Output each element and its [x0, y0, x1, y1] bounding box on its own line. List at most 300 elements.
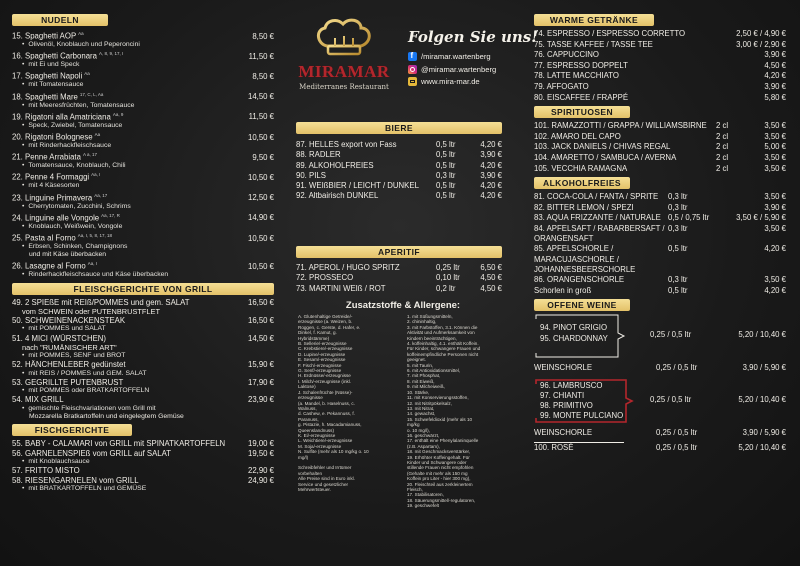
menu-item-title: 20. Rigatoni Bolognese: [12, 132, 93, 142]
drink-volume: 0,10 ltr: [436, 273, 460, 283]
drink-price: 5,00 €: [764, 142, 786, 152]
drink-name: 74. ESPRESSO / ESPRESSO CORRETTO: [534, 29, 686, 38]
drink-volume: 0,3 ltr: [668, 192, 688, 202]
section-header-spirit: SPIRITUOSEN: [534, 106, 630, 118]
section-header-biere: BIERE: [296, 122, 502, 134]
drink-row: [534, 164, 786, 175]
drink-name: 103. JACK DANIELS / CHIVAS REGAL: [534, 142, 671, 152]
warm-list: [534, 29, 786, 103]
menu-item: [12, 476, 274, 494]
weinschorle-row-2: WEINSCHORLE 0,25 / 0,5 ltr 3,90 / 5,90 €: [534, 427, 786, 437]
drink-volume: 0,3 ltr: [668, 223, 688, 233]
menu-item-row: [12, 259, 274, 271]
aperitif-list: [296, 263, 502, 294]
allergen-codes: Aa, 17: [94, 192, 108, 198]
menu-item: [12, 49, 274, 69]
menu-item-title: 19. Rigatoni alla Amatriciana: [12, 112, 111, 122]
menu-item-title: 22. Penne 4 Formaggi: [12, 173, 90, 183]
menu-item-row: [12, 170, 274, 182]
white-wine-volume: 0,25 / 0,5 ltr: [650, 330, 692, 340]
facebook-link[interactable]: [408, 52, 518, 61]
drink-price: 3,50 €: [764, 192, 786, 202]
menu-item-price: 10,50 €: [247, 233, 274, 243]
menu-item-description: • mit REIS / POMMES und GEM. SALAT: [12, 370, 274, 378]
menu-item-title: 23. Linguine Primavera: [12, 193, 93, 203]
allergen-codes: Aa: [78, 31, 84, 36]
menu-item-price: 10,50 €: [247, 173, 274, 183]
allergen-codes: 17, C, L, Aa: [79, 91, 104, 97]
drink-row: [296, 171, 502, 181]
menu-item-name: [12, 170, 100, 182]
menu-item-row: [12, 191, 274, 203]
menu-item-description: • Speck, Zwiebel, Tomatensauce: [12, 122, 274, 130]
menu-item: [12, 130, 274, 150]
menu-item-price: 23,90 €: [247, 395, 274, 405]
facebook-handle: /miramar.wartenberg: [421, 52, 491, 61]
menu-item-description: • mit Tomatensauce: [12, 81, 274, 89]
instagram-link[interactable]: [408, 65, 518, 74]
menu-item-title: 49. 2 SPIEßE mit REIß/POMMES und gem. SALAT: [12, 297, 190, 307]
menu-item-name: [12, 29, 84, 41]
drink-price: 4,20 €: [480, 140, 502, 149]
menu-item-subtitle: vom SCHWEIN oder PUTENBRUSTFLET: [22, 307, 160, 317]
menu-item-title: 51. 4 MICI (WÜRSTCHEN): [12, 333, 107, 343]
drink-price: 4,20 €: [480, 160, 502, 170]
menu-item-description: • mit Knoblauchsauce: [12, 458, 274, 466]
menu-item-row: [12, 395, 274, 404]
drink-row: [534, 213, 786, 224]
drink-volume: 0,5 ltr: [668, 285, 688, 295]
menu-item-title: 17. Spaghetti Napoli: [12, 72, 83, 81]
drink-name: 81. COCA-COLA / FANTA / SPRITE: [534, 192, 659, 202]
spirit-list: [534, 121, 786, 174]
section-header-aperitif: APERITIF: [296, 246, 502, 258]
drink-row: [296, 191, 502, 201]
menu-item-price: 22,90 €: [247, 466, 274, 476]
menu-item-title: 53. GEGRILLTE PUTENBRUST: [12, 377, 124, 387]
drink-row: [534, 153, 786, 164]
drink-volume: 0,5 ltr: [436, 150, 456, 160]
drink-volume: 2 cl: [716, 152, 729, 162]
menu-item-name: [12, 378, 123, 387]
drink-name: 90. PILS: [296, 170, 326, 180]
menu-item: [12, 298, 274, 316]
menu-item-row: [12, 466, 274, 475]
menu-item-title: 52. HÄNCHENLEBER gedünstet: [12, 360, 126, 370]
drink-name: 76. CAPPUCCINO: [534, 50, 599, 60]
menu-item-name: [12, 211, 120, 223]
menu-item: [12, 211, 274, 231]
menu-item-row: [12, 130, 274, 142]
drink-name: 84. APFELSAFT / RABARBERSAFT / ORANGENSAFT: [534, 223, 665, 244]
allergen-codes: Aa, 17, R: [101, 212, 120, 218]
website-icon: [408, 77, 417, 86]
drink-price: 4,50 €: [480, 283, 502, 293]
allergen-codes: Aa, I: [87, 261, 97, 267]
nudeln-list: [12, 29, 274, 280]
menu-item-description: • mit Meeresfrüchten, Tomatensauce: [12, 102, 274, 110]
menu-item-title: 15. Spaghetti AOP: [12, 31, 77, 41]
menu-item-title: 24. Linguine alle Vongole: [12, 213, 100, 223]
drink-price: 3,90 €: [764, 81, 786, 91]
section-header-grill: FLEISCHGERICHTE VON GRILL: [12, 283, 274, 295]
drink-price: 3,90 €: [480, 170, 502, 180]
drink-name: 72. PROSSECO: [296, 273, 354, 283]
allergen-codes: Aa: [94, 132, 101, 138]
restaurant-logo: [290, 8, 398, 112]
drink-row: [296, 284, 502, 294]
drink-row: [534, 121, 786, 132]
menu-item-price: 19,50 €: [247, 448, 274, 458]
drink-volume: 0,5 ltr: [436, 181, 456, 191]
menu-item-title: 26. Lasagne al Forno: [12, 262, 86, 272]
menu-item-price: 10,50 €: [247, 262, 274, 272]
drink-price: 3,50 €: [764, 121, 786, 131]
menu-item-title: 54. MIX GRILL: [12, 395, 64, 405]
menu-item-description: • Erbsen, Schinken, Champignons: [12, 243, 274, 251]
menu-item-description: • Tomatensauce, Knoblauch, Chili: [12, 162, 274, 170]
menu-item: [12, 191, 274, 211]
menu-item-row: [12, 150, 274, 162]
menu-item-price: 14,50 €: [247, 333, 274, 343]
menu-item-row: [12, 231, 274, 243]
instagram-icon: [408, 65, 417, 74]
drink-volume: 0,25 ltr: [436, 263, 460, 272]
drink-row: [534, 224, 786, 244]
drink-name: 92. Altbairisch DUNKEL: [296, 191, 379, 201]
drink-volume: 0,2 ltr: [436, 283, 456, 293]
drink-price: 3,00 € / 2,90 €: [736, 39, 786, 49]
instagram-handle: @miramar.wartenberg: [421, 64, 497, 74]
menu-item-name: [12, 49, 123, 61]
menu-item-row: [12, 90, 274, 102]
menu-item: [12, 110, 274, 130]
menu-item-row: [12, 334, 274, 343]
menu-item-name: [12, 150, 97, 162]
drink-row: [534, 82, 786, 93]
menu-item: [12, 259, 274, 279]
menu-item-row: [12, 439, 274, 448]
allergen-codes: Aa, 9: [112, 111, 124, 117]
drink-volume: 2 cl: [716, 121, 729, 131]
menu-item-price: 11,50 €: [248, 51, 274, 61]
section-header-warm: WARME GETRÄNKE: [534, 14, 654, 26]
drink-price: 3,50 €: [764, 274, 786, 284]
chef-hat-icon: [313, 16, 375, 58]
drink-volume: 0,3 ltr: [668, 274, 688, 284]
red-wine-price: 5,20 / 10,40 €: [738, 394, 786, 404]
drink-row: [534, 132, 786, 143]
menu-item-description: • mit POMMES und SALAT: [12, 325, 274, 333]
rose-row: 100. ROSÉ 0,25 / 0,5 ltr 5,20 / 10,40 €: [534, 443, 786, 453]
brand-subtitle: Mediterranes Restaurant: [299, 83, 389, 91]
drink-volume: 0,5 ltr: [436, 191, 456, 201]
red-wine-list: [540, 381, 623, 421]
menu-item: [12, 170, 274, 190]
menu-item-price: 14,50 €: [247, 92, 274, 102]
menu-item-title: 25. Pasta al Forno: [12, 233, 76, 243]
menu-item-name: [12, 360, 126, 369]
menu-item-subtitle: nach "RUMÄNISCHER ART": [22, 343, 117, 353]
menu-item-row: [12, 211, 274, 223]
menu-item-description: • Olivenöl, Knoblauch und Peperoncini: [12, 41, 274, 49]
right-column: [534, 12, 786, 566]
alkfrei-list: [534, 192, 786, 296]
drink-price: 4,50 €: [764, 60, 786, 70]
menu-item-price: 12,50 €: [247, 193, 274, 203]
menu-item-name: [12, 395, 64, 404]
menu-item-name: [12, 466, 80, 475]
middle-column: [290, 8, 538, 566]
menu-item-row: [12, 69, 274, 81]
menu-item-title: 57. FRITTO MISTO: [12, 466, 80, 476]
drink-name: Schorlen in groß: [534, 285, 592, 295]
allergen-column-2: 1. mit Süßungsmitteln, 2. chininhaltig, 3. mit Farbstoffen, 3.1. Können die Aktivität und Aufmerksamkeit von Kindern beeinträchtigen, 4. koffeinhaltig, 4.1. enthält Koffein. Für Kinder, schwangere Frauen und koffeinempfindliche Personen nicht geeignet. 5. mit Taurin, 6. mit Antioxidationsmittel, 7. mit Phosphat, 8. mit Eiweiß, 9. mit Milcheiweiß, 10. Stärke, 11. mit Konservierungsstoffen, 12. mit Nitritpökelsalz, 13. mit Nitrat, 14. gewachst, 15. Schwefeldioxid (mehr als 10 mg/kg o. 10 mg/l), 16. geschwärzt, 17. enthält eine Phenylalaninquelle (z.B. Aspartam), 18. mit Geschmacksverstärker, 19. Erhöhter Koffeingehalt. Für Kinder und Schwangere oder stillende Frauen nicht empfohlen (Gehalte mit mehr als 150 mg Koffein pro Liter - hier 300 mg), 20. Fleischteil aus zerkleinertem Fleisch, 17. Stabilisatoren, 18. Säuerungsmittel/-regulatoren, 19. geschwefelt: [407, 314, 481, 509]
menu-item-description: • mit BRATKARTOFFELN und GEMÜSE: [12, 485, 274, 493]
section-header-wine: OFFENE WEINE: [534, 299, 630, 311]
menu-item-name: [12, 259, 97, 271]
drink-row: [534, 29, 786, 40]
menu-item-price: 24,90 €: [247, 475, 274, 485]
menu-item-name: [12, 334, 106, 343]
drink-price: 3,50 €: [764, 223, 786, 233]
menu-item-title: 16. Spaghetti Carbonara: [12, 51, 97, 61]
menu-item-row: [12, 360, 274, 369]
drink-row: [296, 161, 502, 171]
aperitif-section: [296, 244, 502, 294]
drink-name: 88. RADLER: [296, 150, 341, 160]
drink-volume: 0,5 ltr: [668, 244, 688, 254]
menu-item-price: 15,90 €: [247, 360, 274, 370]
menu-item-name: [12, 69, 90, 81]
drink-row: [534, 93, 786, 104]
allergen-codes: A, 8, 9, 17, I: [98, 51, 124, 57]
menu-item-row: [12, 49, 274, 61]
drink-row: [534, 142, 786, 153]
section-header-alkfrei: ALKOHOLFREIES: [534, 177, 630, 189]
drink-price: 6,50 €: [480, 263, 502, 272]
drink-price: 3,90 €: [480, 150, 502, 160]
white-wine-group: [534, 313, 786, 359]
drink-row: [296, 273, 502, 283]
section-header-fisch: FISCHGERICHTE: [12, 424, 132, 436]
drink-volume: 2 cl: [716, 163, 729, 173]
menu-item-row: [12, 449, 274, 458]
drink-name: 105. VECCHIA RAMAGNA: [534, 163, 628, 173]
menu-item-price: 11,50 €: [248, 112, 274, 122]
menu-item-row: [12, 29, 274, 41]
left-column: [12, 12, 274, 566]
menu-item-title: 56. GARNELENSPIEß vom GRILL auf SALAT: [12, 448, 172, 458]
drink-row: [534, 203, 786, 214]
facebook-icon: [408, 52, 417, 61]
menu-item-name: [12, 298, 190, 307]
menu-item-row: [12, 476, 274, 485]
fisch-list: [12, 439, 274, 493]
menu-item-name: [12, 191, 107, 203]
drink-name: 101. RAMAZZOTTI / GRAPPA / WILLIAMSBIRNE: [534, 121, 707, 131]
drink-price: 3,50 € / 5,90 €: [736, 213, 786, 223]
menu-item-description: • Rinderhackfleischsauce und Käse überbacken: [12, 271, 274, 279]
drink-price: 3,90 €: [764, 202, 786, 212]
website-url: www.mira-mar.de: [421, 77, 480, 86]
white-wine-name: 95. CHARDONNAY: [540, 334, 608, 344]
drink-price: 3,50 €: [764, 163, 786, 173]
drink-volume: 0,3 ltr: [436, 170, 456, 180]
drink-price: 3,50 €: [764, 152, 786, 162]
drink-volume: 0,5 ltr: [436, 160, 456, 170]
brand-name: MIRAMAR: [298, 62, 390, 81]
menu-item: [12, 334, 274, 361]
menu-item-price: 9,50 €: [252, 152, 274, 162]
drink-volume: 0,5 / 0,75 ltr: [668, 213, 710, 223]
drink-name: 91. WEIßBIER / LEICHT / DUNKEL: [296, 181, 419, 191]
red-wine-name: 97. CHIANTI: [540, 390, 585, 400]
drink-price: 4,20 €: [764, 285, 786, 295]
drink-name: 77. ESPRESSO DOPPELT: [534, 60, 628, 70]
drink-price: 3,90 €: [764, 50, 786, 60]
drink-row: [534, 61, 786, 72]
white-wine-list: [540, 322, 608, 344]
drink-price: 4,20 €: [480, 191, 502, 201]
menu-item-row: [12, 110, 274, 122]
white-wine-name: 94. PINOT GRIGIO: [540, 323, 608, 333]
menu-item-name: [12, 476, 139, 485]
drink-price: 4,20 €: [764, 71, 786, 81]
drink-name: 104. AMARETTO / SAMBUCA / AVERNA: [534, 152, 677, 162]
menu-item-title: 50. SCHWEINENACKENSTEAK: [12, 316, 126, 326]
menu-item: [12, 449, 274, 467]
menu-item-price: 8,50 €: [252, 31, 274, 41]
biere-section: [296, 120, 502, 202]
menu-item-description: • mit POMMES oder BRATKARTOFFELN: [12, 387, 274, 395]
drink-name: 87. HELLES export von Fass: [296, 140, 397, 149]
drink-row: [534, 244, 786, 275]
drink-row: [296, 263, 502, 273]
allergen-list: [298, 314, 510, 509]
menu-item-price: 16,50 €: [247, 297, 274, 307]
drink-name: 73. MARTINI WEIß / ROT: [296, 283, 386, 293]
drink-name: 79. AFFOGATO: [534, 81, 589, 91]
social-block: [408, 28, 538, 90]
menu-item-name: [12, 231, 112, 243]
allergen-codes: Aa, I, 5, 8, 17, 18: [77, 233, 112, 239]
follow-heading: Folgen Sie uns!: [408, 28, 538, 46]
drink-row: [534, 40, 786, 51]
menu-item: [12, 316, 274, 334]
drink-row: [534, 192, 786, 203]
menu-item-price: 10,50 €: [247, 132, 274, 142]
menu-item-title: 55. BABY - CALAMARI von GRILL mit SPINATKARTOFFELN: [12, 439, 226, 449]
drink-name: 75. TASSE KAFFEE / TASSE TEE: [534, 39, 653, 49]
grill-list: [12, 298, 274, 422]
menu-item: [12, 90, 274, 110]
menu-item-row: [12, 316, 274, 325]
allergen-codes: Aa, I: [91, 172, 101, 178]
biere-list: [296, 140, 502, 202]
menu-item: [12, 439, 274, 448]
menu-item-description: • mit Rinderhackfleischsauce: [12, 142, 274, 150]
menu-item-name: [12, 110, 123, 122]
drink-price: 3,50 €: [764, 131, 786, 141]
menu-item-name: [12, 439, 225, 448]
red-wine-group: [534, 378, 786, 424]
drink-row: [534, 286, 786, 297]
drink-price: 4,20 €: [480, 181, 502, 191]
drink-row: [534, 71, 786, 82]
menu-item-price: 14,90 €: [247, 213, 274, 223]
red-wine-volume: 0,25 / 0,5 ltr: [650, 394, 692, 404]
menu-item: [12, 378, 274, 396]
menu-item-description-2: Mozzarella Bratkartoffeln und eingelegtem Gemüse: [29, 413, 184, 421]
menu-item-description: • Knoblauch, Weißwein, Vongole: [12, 223, 274, 231]
red-wine-name: 98. PRIMITIVO: [540, 400, 593, 410]
menu-item-title: 21. Penne Arrabiata: [12, 152, 81, 162]
menu-item-description: • mit POMMES, SENF und BROT: [12, 352, 274, 360]
menu-item-name: [12, 90, 103, 102]
drink-name: 85. APFELSCHORLE / MARACUJASCHORLE / JOHANNESBEERSCHORLE: [534, 244, 636, 274]
drink-name: 78. LATTE MACCHIATO: [534, 71, 619, 81]
red-wine-name: 99. MONTE PULCIANO: [540, 410, 624, 420]
section-header-nudeln: NUDELN: [12, 14, 108, 26]
drink-price: 5,80 €: [764, 92, 786, 102]
drink-price: 4,20 €: [764, 244, 786, 254]
menu-item-title: 18. Spaghetti Mare: [12, 92, 78, 102]
menu-item: [12, 231, 274, 259]
drink-volume: 2 cl: [716, 131, 729, 141]
drink-price: 2,50 € / 4,90 €: [736, 29, 786, 38]
menu-item-row: [12, 378, 274, 387]
red-wine-name: 96. LAMBRUSCO: [540, 380, 603, 390]
drink-row: [296, 150, 502, 160]
drink-volume: 0,5 ltr: [436, 140, 456, 149]
weinschorle-row-1: WEINSCHORLE 0,25 / 0,5 ltr 3,90 / 5,90 €: [534, 363, 786, 373]
drink-name: 83. AQUA FRIZZANTE / NATURALE: [534, 213, 661, 223]
menu-item-description: • Cherrytomaten, Zucchini, Schrims: [12, 203, 274, 211]
menu-item-price: 17,90 €: [247, 377, 274, 387]
drink-name: 80. EISCAFFEE / FRAPPÉ: [534, 92, 629, 102]
white-wine-price: 5,20 / 10,40 €: [738, 330, 786, 340]
drink-name: 82. BITTER LEMON / SPEZI: [534, 202, 634, 212]
menu-item-description: • mit 4 Käsesorten: [12, 182, 274, 190]
menu-item: [12, 466, 274, 475]
menu-item-description: • gemischte Fleischvariationen vom Grill mit: [12, 405, 274, 413]
drink-row: [296, 140, 502, 150]
website-link[interactable]: [408, 77, 518, 86]
menu-item: [12, 360, 274, 378]
menu-item-row: [12, 298, 274, 307]
drink-name: 102. AMARO DEL CAPO: [534, 131, 621, 141]
menu-item-name: [12, 316, 125, 325]
allergen-column-1: A. Glutenhaltige Getreide/- erzeugnisse (a. Weizen, b. Roggen, c. Gerste, d. Hafer, e. Dinkel, f. Kamut, g. Hybridstämme) B. Sellerie/-erzeugnisse C. Krebstiere/-erzeugnisse D. Lupine/-erzeugnisse E. Sesam/-erzeugnisse F. Fisch/-erzeugnisse G. Senf/-erzeugnisse H. Erdnüsse/-erzeugnisse I. Milch/-erzeugnisse (inkl. Laktose) J. Schalenfrüchte (Nüsse)- erzeugnisse (a. Mandel, b. Haselnuss, c. Walnuss, d. Cashew, e. Pekannuss, f. Paranuss, g. Pistazie, h. Macadamianuss, Queenslandnuss) K. Ei/-erzeugnisse L. Weichtiere/-erzeugnisse M. Soja/-erzeugnisse N. Sulfite (mehr als 10 mg/kg o. 10 mg/l) Schreibfehler und Irrtümer vorbehalten Alle Preise sind in Euro inkl. Service und gesetzlicher Mehrwertsteuer.: [298, 314, 369, 492]
drink-row: [296, 181, 502, 191]
drink-name: 86. ORANGENSCHORLE: [534, 274, 625, 284]
drink-row: [534, 50, 786, 61]
allergen-title: Zusatzstoffe & Allergene:: [345, 300, 461, 311]
menu-item-price: 19,00 €: [247, 439, 274, 449]
menu-item-name: [12, 130, 100, 142]
drink-volume: 2 cl: [716, 142, 729, 152]
drink-price: 4,50 €: [480, 273, 502, 283]
menu-item-name: [12, 449, 171, 458]
menu-item: [12, 395, 274, 421]
drink-volume: 0,3 ltr: [668, 202, 688, 212]
menu-item-description: • mit Ei und Speck: [12, 61, 274, 69]
menu-item-price: 8,50 €: [252, 72, 274, 81]
menu-item-price: 16,50 €: [247, 316, 274, 326]
menu-item: [12, 69, 274, 89]
drink-row: [534, 275, 786, 286]
